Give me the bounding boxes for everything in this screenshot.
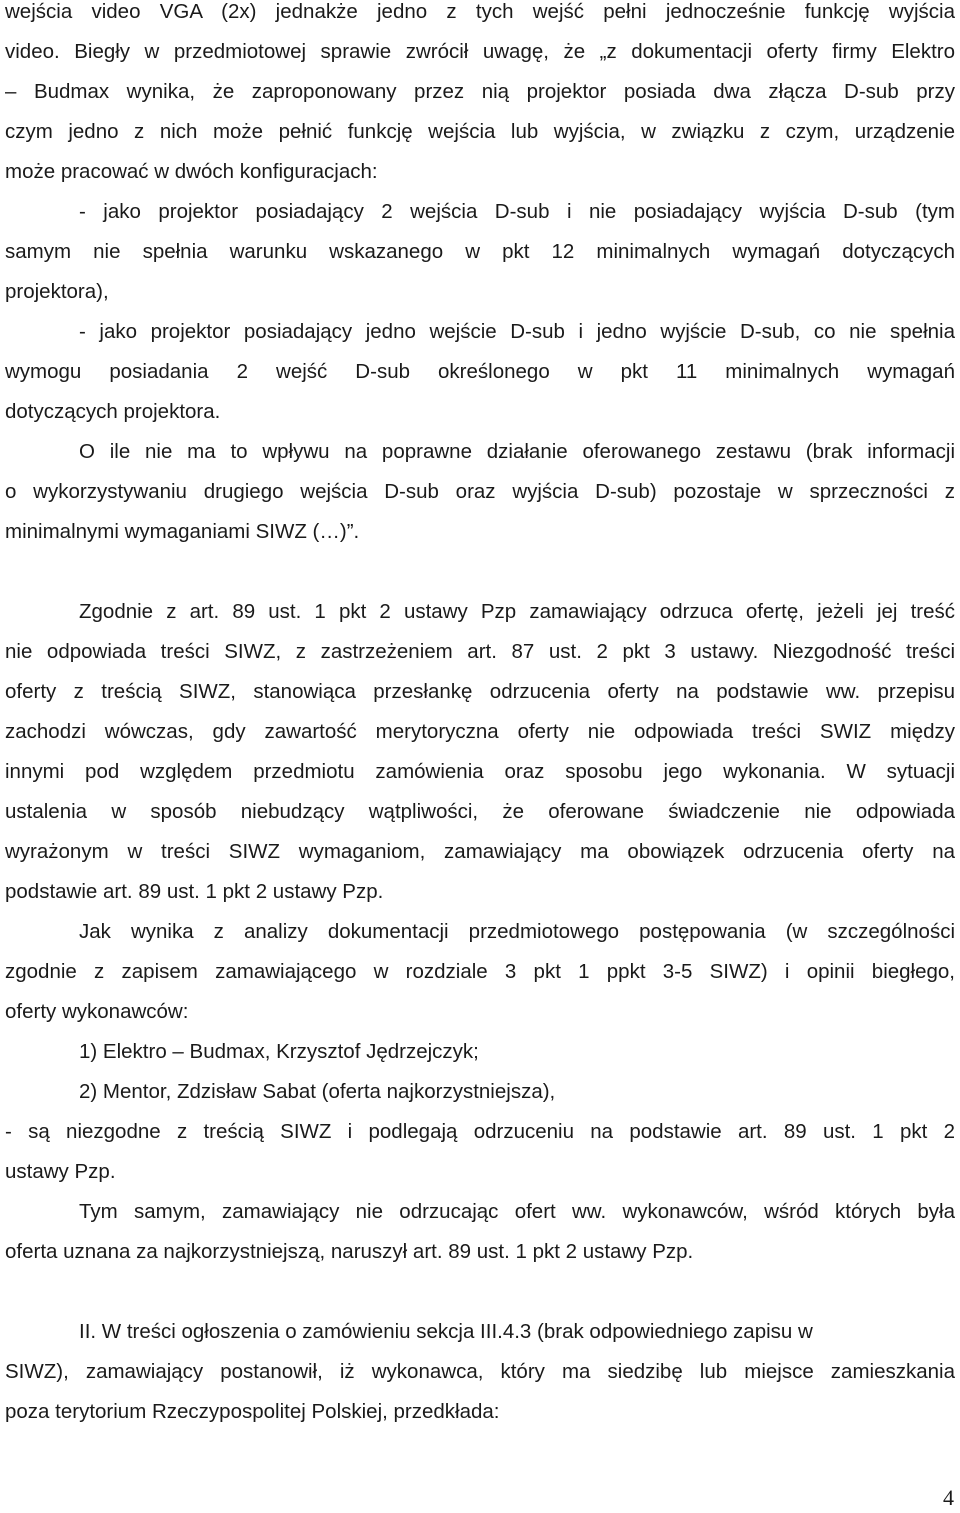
text-line: oferta uznana za najkorzystniejszą, naruszył art. 89 ust. 1 pkt 2 ustawy Pzp. — [5, 1240, 694, 1263]
text-line: projektora), — [5, 280, 109, 303]
text-line: ustalenia w sposób niebudzący wątpliwości, że oferowane świadczenie nie odpowiada — [5, 800, 955, 823]
text-line: SIWZ), zamawiający postanowił, iż wykonawca, który ma siedzibę lub miejsce zamieszkania — [5, 1360, 955, 1383]
text-line: dotyczących projektora. — [5, 400, 221, 423]
text-line: zgodnie z zapisem zamawiającego w rozdziale 3 pkt 1 ppkt 3-5 SIWZ) i opinii biegłego, — [5, 960, 955, 983]
text-line: – Budmax wynika, że zaproponowany przez nią projektor posiada dwa złącza D-sub przy — [5, 80, 955, 103]
text-line: może pracować w dwóch konfiguracjach: — [5, 160, 378, 183]
text-line: Tym samym, zamawiający nie odrzucając ofert ww. wykonawców, wśród których była — [79, 1200, 955, 1223]
text-line: oferty z treścią SIWZ, stanowiąca przesłankę odrzucenia oferty na podstawie ww. przepisu — [5, 680, 955, 703]
text-line: poza terytorium Rzeczypospolitej Polskiej, przedkłada: — [5, 1400, 500, 1423]
text-line: nie odpowiada treści SIWZ, z zastrzeżeniem art. 87 ust. 2 pkt 3 ustawy. Niezgodność treści — [5, 640, 955, 663]
list-item: 2) Mentor, Zdzisław Sabat (oferta najkorzystniejsza), — [79, 1080, 556, 1103]
list-item: 1) Elektro – Budmax, Krzysztof Jędrzejczyk; — [79, 1040, 479, 1063]
text-line: podstawie art. 89 ust. 1 pkt 2 ustawy Pzp. — [5, 880, 384, 903]
text-line: samym nie spełnia warunku wskazanego w pkt 12 minimalnych wymagań dotyczących — [5, 240, 955, 263]
text-line: wejścia video VGA (2x) jednakże jedno z tych wejść pełni jednocześnie funkcję wyjścia — [5, 0, 955, 23]
text-line: Zgodnie z art. 89 ust. 1 pkt 2 ustawy Pzp zamawiający odrzuca ofertę, jeżeli jej treść — [79, 600, 955, 623]
page-number: 4 — [943, 1485, 954, 1510]
text-line: - jako projektor posiadający 2 wejścia D-sub i nie posiadający wyjścia D-sub (tym — [79, 200, 955, 223]
text-line: - są niezgodne z treścią SIWZ i podlegają odrzuceniu na podstawie art. 89 ust. 1 pkt 2 — [5, 1120, 955, 1143]
text-line: wyrażonym w treści SIWZ wymaganiom, zamawiający ma obowiązek odrzucenia oferty na — [5, 840, 955, 863]
text-line: video. Biegły w przedmiotowej sprawie zwrócił uwagę, że „z dokumentacji oferty firmy Elektro — [5, 40, 955, 63]
text-line: oferty wykonawców: — [5, 1000, 189, 1023]
text-line: Jak wynika z analizy dokumentacji przedmiotowego postępowania (w szczególności — [79, 920, 955, 943]
text-line: wymogu posiadania 2 wejść D-sub określonego w pkt 11 minimalnych wymagań — [5, 360, 955, 383]
text-line: czym jedno z nich może pełnić funkcję wejścia lub wyjścia, w związku z czym, urządzenie — [5, 120, 955, 143]
text-line: innymi pod względem przedmiotu zamówienia oraz sposobu jego wykonania. W sytuacji — [5, 760, 955, 783]
text-line: ustawy Pzp. — [5, 1160, 116, 1183]
text-line: zachodzi wówczas, gdy zawartość merytoryczna oferty nie odpowiada treści SWIZ między — [5, 720, 955, 743]
section-heading-line: II. W treści ogłoszenia o zamówieniu sekcja III.4.3 (brak odpowiedniego zapisu w — [79, 1320, 813, 1343]
text-line: O ile nie ma to wpływu na poprawne działanie oferowanego zestawu (brak informacji — [79, 440, 955, 463]
text-line: - jako projektor posiadający jedno wejście D-sub i jedno wyjście D-sub, co nie spełnia — [79, 320, 955, 343]
text-line: minimalnymi wymaganiami SIWZ (…)”. — [5, 520, 360, 543]
text-line: o wykorzystywaniu drugiego wejścia D-sub oraz wyjścia D-sub) pozostaje w sprzeczności z — [5, 480, 955, 503]
